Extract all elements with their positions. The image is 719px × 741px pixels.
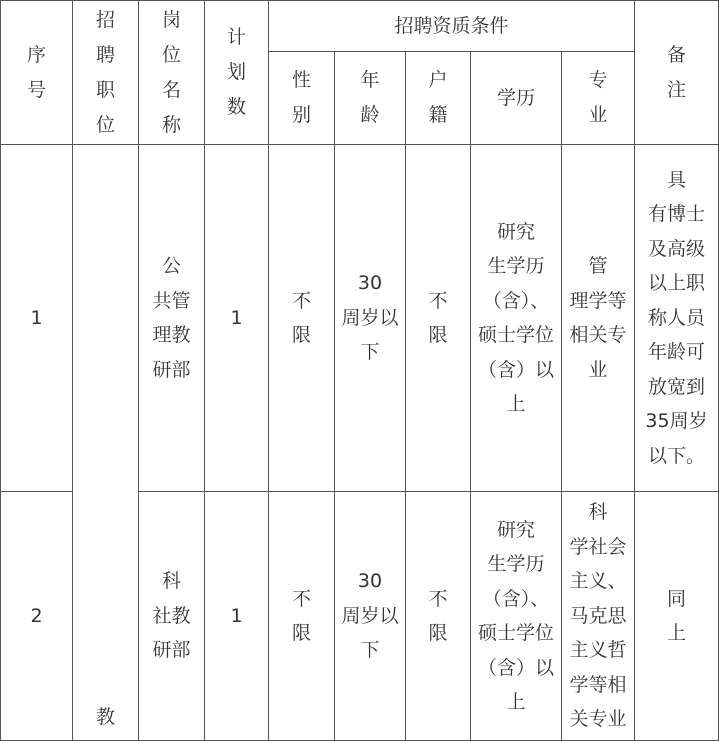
header-plan-count-label: 计 划 数 bbox=[226, 26, 246, 118]
row-1-hukou-value: 不 限 bbox=[428, 289, 448, 346]
row-2-hukou bbox=[406, 492, 470, 740]
header-position-name-label: 岗 位 名 称 bbox=[161, 8, 181, 136]
header-index-label: 序 号 bbox=[26, 43, 46, 101]
row-2-major bbox=[562, 492, 634, 740]
header-education-label: 学历 bbox=[496, 86, 535, 109]
row-1-education-value: 研究 生学历 （含）、 硕士学位 （含）以 上 bbox=[477, 220, 554, 415]
row-1-hukou bbox=[406, 145, 470, 491]
row-1-plan-count-value: 1 bbox=[230, 306, 243, 329]
row-1-position-name bbox=[139, 145, 204, 491]
header-plan-count bbox=[205, 1, 268, 144]
row-2-major-value: 科 学社会 主义、 马克思 主义哲 学等相 关专业 bbox=[569, 501, 627, 731]
header-hukou-label: 户 籍 bbox=[428, 69, 448, 126]
header-gender-label: 性 别 bbox=[291, 69, 311, 126]
row-2-index bbox=[1, 492, 72, 740]
row-2-gender bbox=[269, 492, 334, 740]
row-1-age bbox=[335, 145, 405, 491]
row-2-remarks bbox=[635, 492, 718, 740]
row-1-plan-count bbox=[205, 145, 268, 491]
row-1-major-value: 管 理学等 相关专 业 bbox=[569, 255, 627, 381]
row-1-index bbox=[1, 145, 72, 491]
row-2-hukou-value: 不 限 bbox=[428, 587, 448, 644]
header-index bbox=[1, 1, 72, 144]
row-2-education-value: 研究 生学历 （含）、 硕士学位 （含）以 上 bbox=[477, 518, 554, 713]
header-major bbox=[562, 52, 634, 144]
header-age-label: 年 龄 bbox=[360, 69, 380, 126]
row-2-gender-value: 不 限 bbox=[291, 587, 311, 644]
header-remarks bbox=[635, 1, 718, 144]
row-2-remarks-value: 同 上 bbox=[666, 587, 686, 644]
row-1-gender bbox=[269, 145, 334, 491]
row-2-plan-count-value: 1 bbox=[230, 604, 243, 627]
header-qualifications-label: 招聘资质条件 bbox=[394, 14, 509, 37]
header-position-name bbox=[139, 1, 204, 144]
row-2-age bbox=[335, 492, 405, 740]
row-2-position-name bbox=[139, 492, 204, 740]
header-major-label: 专 业 bbox=[588, 69, 608, 126]
header-qualifications bbox=[269, 1, 634, 51]
header-remarks-label: 备 注 bbox=[666, 43, 686, 101]
row-1-remarks bbox=[635, 145, 718, 491]
header-job-title-label: 招 聘 职 位 bbox=[95, 8, 115, 136]
row-1-index-value: 1 bbox=[30, 306, 43, 329]
row-2-plan-count bbox=[205, 492, 268, 740]
header-age bbox=[335, 52, 405, 144]
row-1-position-name-value: 公 共管 理教 研部 bbox=[152, 255, 191, 381]
merged-job-title-value: 教 bbox=[95, 706, 115, 728]
row-1-education bbox=[471, 145, 561, 491]
header-gender bbox=[269, 52, 334, 144]
row-1-remarks-value: 具 有博士 及高级 以上职 称人员 年龄可 放宽到 35周岁 以下。 bbox=[645, 168, 708, 467]
row-1-age-value: 30 周岁以 下 bbox=[341, 272, 399, 364]
header-job-title bbox=[73, 1, 138, 144]
row-1-major bbox=[562, 145, 634, 491]
header-education bbox=[471, 52, 561, 144]
header-hukou bbox=[406, 52, 470, 144]
merged-job-title-cell bbox=[73, 700, 138, 740]
row-2-index-value: 2 bbox=[30, 604, 43, 627]
row-2-position-name-value: 科 社教 研部 bbox=[152, 570, 191, 662]
row-1-gender-value: 不 限 bbox=[291, 289, 311, 346]
row-2-age-value: 30 周岁以 下 bbox=[341, 570, 399, 662]
row-2-education bbox=[471, 492, 561, 740]
